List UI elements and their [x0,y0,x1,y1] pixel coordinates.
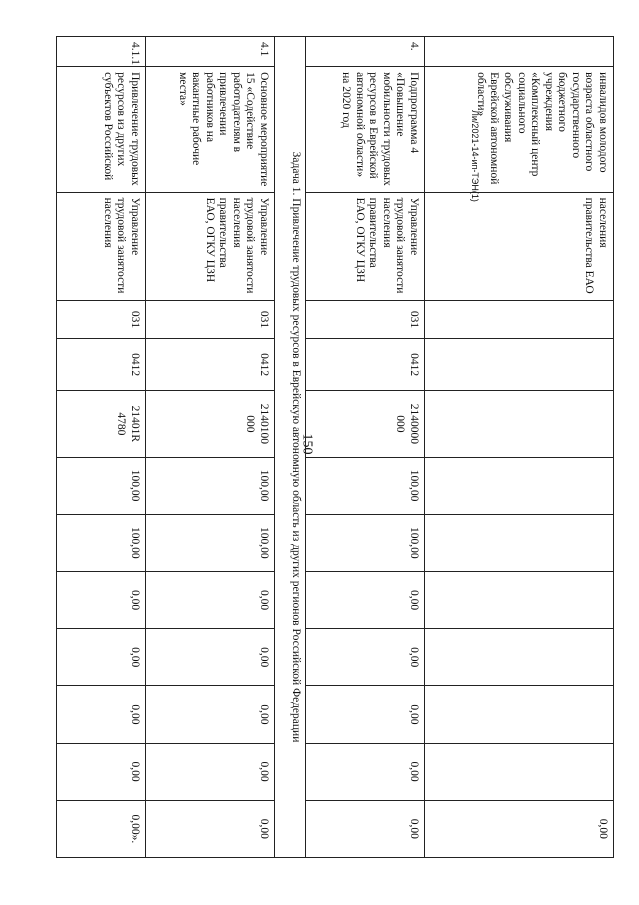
task-heading: Задача 1. Привлечение трудовых ресурсов в Еврейскую автономную область из других регионов Российской Федерации [275,37,306,858]
row-value-7: 0,00 [306,800,425,857]
row-value-5: 0,00 [146,686,275,743]
row-value-2 [425,514,614,571]
row-value-6: 0,00 [146,743,275,800]
row-value-3: 0,00 [146,571,275,628]
row-value-1: 100,00 [306,457,425,514]
row-value-6: 0,00 [306,743,425,800]
task-row [275,37,306,858]
table-row [146,37,275,858]
row-grbs: 031 [306,300,425,338]
row-value-3: 0,00 [57,571,146,628]
row-value-4: 0,00 [57,629,146,686]
row-name: инвалидов молодого возраста областного государственного бюджетного учреждения «Комплексный центр социального обслуживания Еврейской автономной области» [425,67,614,192]
budget-table [56,36,614,858]
row-value-7: 0,00». [57,800,146,857]
row-value-7: 0,00 [146,800,275,857]
row-number: 4.1 [146,37,275,67]
row-value-3 [425,571,614,628]
row-value-1: 100,00 [57,457,146,514]
table-row [306,37,425,858]
table-row [57,37,146,858]
row-rz: 0412 [306,339,425,391]
row-csr: 21401R 4780 [57,391,146,457]
table-row [425,37,614,858]
row-value-5: 0,00 [57,686,146,743]
row-csr: 2140000 000 [306,391,425,457]
row-value-2: 100,00 [57,514,146,571]
row-name: Основное мероприятие 15 «Содействие работодателям в привлечении работников на вакантные рабочие места» [146,67,275,192]
rotated-table-wrapper [76,36,614,858]
row-value-3: 0,00 [306,571,425,628]
row-number: 4. [306,37,425,67]
row-value-1 [425,457,614,514]
row-value-5 [425,686,614,743]
row-grbs [425,300,614,338]
row-value-7: 0,00 [425,800,614,857]
row-rz: 0412 [146,339,275,391]
row-grbs: 031 [57,300,146,338]
row-number [425,37,614,67]
row-value-2: 100,00 [146,514,275,571]
row-csr: 2140100 000 [146,391,275,457]
row-rz [425,339,614,391]
row-value-6: 0,00 [57,743,146,800]
row-executor: Управление трудовой занятости населения [57,192,146,300]
row-executor: населения правительства ЕАО [425,192,614,300]
row-csr [425,391,614,457]
row-value-5: 0,00 [306,686,425,743]
row-name: Подпрограмма 4 «Повышение мобильности трудовых ресурсов в Еврейской автономной области» на 2020 год [306,67,425,192]
row-value-6 [425,743,614,800]
row-rz: 0412 [57,339,146,391]
row-value-2: 100,00 [306,514,425,571]
row-executor: Управление трудовой занятости населения правительства ЕАО, ОГКУ ЦЗН [146,192,275,300]
table-body [57,37,614,858]
row-grbs: 031 [146,300,275,338]
row-name: Привлечение трудовых ресурсов из других субъектов Российской [57,67,146,192]
document-code: Ли/2021-14-ип-ТЭН(1) [470,110,480,202]
row-value-4: 0,00 [306,629,425,686]
row-value-4 [425,629,614,686]
row-value-1: 100,00 [146,457,275,514]
row-value-4: 0,00 [146,629,275,686]
row-executor: Управление трудовой занятости населения правительства ЕАО, ОГКУ ЦЗН [306,192,425,300]
row-number: 4.1.1 [57,37,146,67]
page-number: 150 [299,433,315,455]
